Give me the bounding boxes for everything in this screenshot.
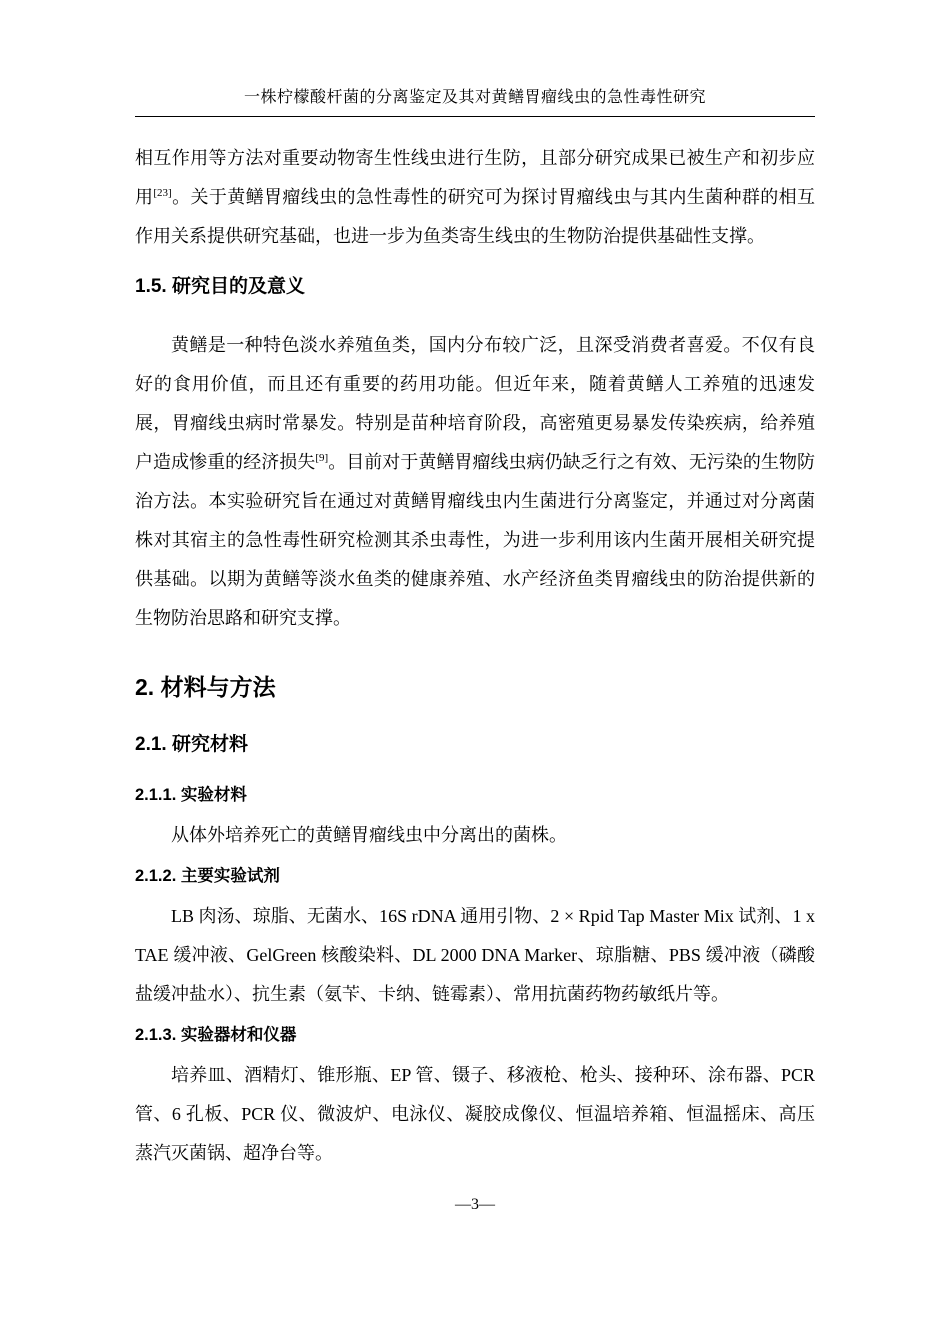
heading-section-2-1-2: 2.1.2. 主要实验试剂 bbox=[135, 867, 280, 885]
page-header bbox=[135, 88, 815, 117]
paragraph-intro-text-1: 相互作用等方法对重要动物寄生性线虫进行生防，且部分研究成果已被生产和初步应用 bbox=[135, 148, 815, 207]
paragraph-purpose-text-1: 黄鳝是一种特色淡水养殖鱼类，国内分布较广泛，且深受消费者喜爱。不仅有良好的食用价值，而且还有重要的药用功能。但近年来，随着黄鳝人工养殖的迅速发展，胃瘤线虫病时常暴发。特别是苗种培育阶段，高密殖更易暴发传染疾病，给养殖户造成惨重的经济损失 bbox=[135, 335, 815, 472]
citation-marker-23: [23] bbox=[153, 187, 172, 199]
paragraph-experimental-materials: 从体外培养死亡的黄鳝胃瘤线虫中分离出的菌株。 bbox=[171, 825, 567, 845]
document-content bbox=[135, 139, 815, 1173]
page-number: —3— bbox=[455, 1196, 495, 1213]
page-footer bbox=[0, 1196, 950, 1214]
heading-section-2: 2. 材料与方法 bbox=[135, 674, 276, 700]
citation-marker-9: [9] bbox=[315, 452, 329, 464]
paragraph-equipment: 培养皿、酒精灯、锥形瓶、EP 管、镊子、移液枪、枪头、接种环、涂布器、PCR 管、6 孔板、PCR 仪、微波炉、电泳仪、凝胶成像仪、恒温培养箱、恒温摇床、高压蒸汽灭菌锅、超净台等。 bbox=[135, 1065, 815, 1163]
paragraph-intro-continuation bbox=[135, 139, 815, 256]
paragraph-purpose-text-2: 。目前对于黄鳝胃瘤线虫病仍缺乏行之有效、无污染的生物防治方法。本实验研究旨在通过对黄鳝胃瘤线虫内生菌进行分离鉴定，并通过对分离菌株对其宿主的急性毒性研究检测其杀虫毒性，为进一步利用该内生菌开展相关研究提供基础。以期为黄鳝等淡水鱼类的健康养殖、水产经济鱼类胃瘤线虫的防治提供新的生物防治思路和研究支撑。 bbox=[135, 452, 816, 628]
heading-section-1-5: 1.5. 研究目的及意义 bbox=[135, 276, 305, 297]
heading-section-2-1-3: 2.1.3. 实验器材和仪器 bbox=[135, 1026, 297, 1044]
paragraph-research-purpose bbox=[135, 326, 815, 638]
paragraph-intro-text-2: 。关于黄鳝胃瘤线虫的急性毒性的研究可为探讨胃瘤线虫与其内生菌种群的相互作用关系提供研究基础，也进一步为鱼类寄生线虫的生物防治提供基础性支撑。 bbox=[135, 187, 816, 246]
heading-section-2-1-1: 2.1.1. 实验材料 bbox=[135, 786, 247, 804]
paragraph-reagents: LB 肉汤、琼脂、无菌水、16S rDNA 通用引物、2 × Rpid Tap Master Mix 试剂、1 x TAE 缓冲液、GelGreen 核酸染料、DL 2000 DNA Marker、琼脂糖、PBS 缓冲液（磷酸盐缓冲盐水）、抗生素（氨苄、卡纳、链霉素）、常用抗菌药物药敏纸片等。 bbox=[135, 906, 815, 1004]
heading-section-2-1: 2.1. 研究材料 bbox=[135, 734, 248, 755]
page-header-title: 一株柠檬酸杆菌的分离鉴定及其对黄鳝胃瘤线虫的急性毒性研究 bbox=[243, 89, 706, 106]
